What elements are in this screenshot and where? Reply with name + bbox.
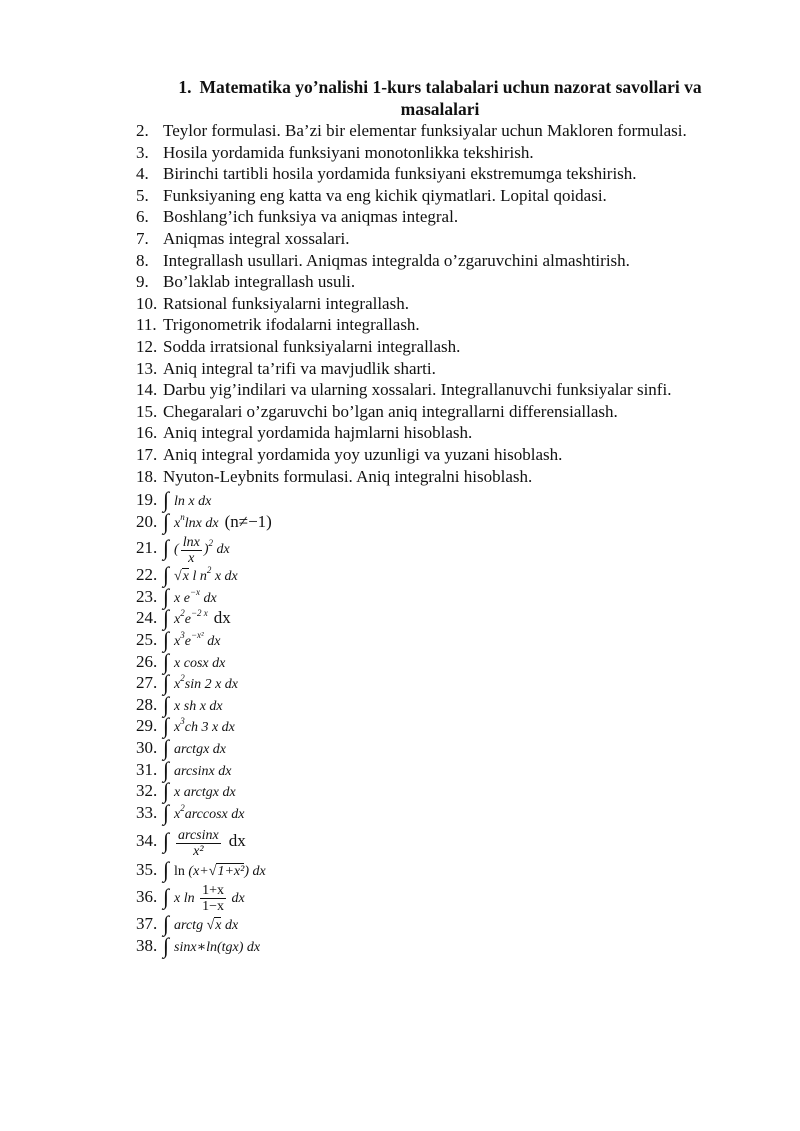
list-item — [136, 120, 776, 142]
list-item — [136, 206, 776, 228]
item-text: Hosila yordamida funksiyani monotonlikka tekshirish. — [163, 142, 534, 162]
item-number: 4. — [136, 164, 149, 184]
list-item — [136, 314, 776, 336]
integrand-part: x — [174, 806, 181, 822]
integral-sign: ∫ — [163, 911, 170, 936]
differential: dx — [252, 864, 266, 880]
integrand-part: x — [174, 634, 181, 650]
item-number: 9. — [136, 272, 149, 292]
integral-19 — [136, 487, 776, 513]
item-text: Bo’laklab integrallash usuli. — [163, 272, 356, 292]
integral-sign: ∫ — [163, 535, 170, 561]
list-item — [136, 466, 776, 488]
integral-21: 21. ∫ ( $\frac{\ln x}{x}$ )$^2$ dx — [136, 530, 776, 562]
fraction — [176, 828, 221, 859]
numerator: 1+x — [202, 883, 225, 899]
item-number: 32. — [136, 781, 158, 801]
item-number: 18. — [136, 466, 158, 486]
item-number: 6. — [136, 207, 149, 227]
integrand-part: x — [174, 677, 181, 693]
denominator: x² — [193, 843, 204, 859]
item-number: 36. — [136, 887, 158, 906]
differential: dx — [216, 542, 230, 558]
integrand: arcsinx dx — [174, 763, 232, 779]
exponent: 2 — [206, 565, 212, 576]
list-item — [136, 228, 776, 250]
list-item — [136, 163, 776, 185]
integral-34 — [136, 821, 776, 857]
integral-sign: ∫ — [163, 828, 170, 854]
integral-sign: ∫ — [163, 562, 170, 588]
list-item — [136, 185, 776, 207]
differential: dx — [203, 590, 217, 606]
integral-sign: ∫ — [163, 735, 170, 761]
numerator: arcsinx — [178, 827, 219, 843]
item-number: 34. — [136, 831, 158, 851]
integral-24 — [136, 605, 776, 631]
exponent: 3 — [180, 716, 185, 727]
item-number: 38. — [136, 935, 158, 955]
integral-sign: ∫ — [163, 627, 170, 653]
list-item — [136, 444, 776, 466]
item-number: 5. — [136, 185, 149, 205]
integral-32 — [136, 778, 776, 804]
integrand: arctgx dx — [174, 742, 226, 758]
list-item — [136, 271, 776, 293]
item-number: 17. — [136, 444, 158, 464]
integral-22: 22. ∫ √x l $n^2$ x dx — [136, 562, 238, 588]
exponent: 2 — [208, 538, 213, 549]
function-name: arctg — [174, 918, 204, 933]
item-text: Trigonometrik ifodalarni integrallash. — [163, 315, 420, 335]
integral-sign: ∫ — [163, 932, 170, 958]
item-text: Darbu yig’indilari va ularning xossalari. Integrallanuvchi funksiyalar sinfi. — [163, 380, 672, 400]
item-number: 33. — [136, 802, 158, 822]
item-text: Boshlang’ich funksiya va aniqmas integral. — [163, 207, 459, 227]
list-item — [136, 336, 776, 358]
item-number: 29. — [136, 716, 158, 736]
item-number: 19. — [136, 490, 158, 510]
item-number: 15. — [136, 401, 158, 421]
integrand-rest: x dx — [214, 569, 238, 585]
integrand-base: x — [174, 515, 181, 531]
integral-33 — [136, 799, 776, 825]
page-title — [150, 76, 730, 120]
item-number: 20. — [136, 511, 158, 531]
integral-sign: ∫ — [163, 778, 170, 804]
integral-36 — [136, 879, 776, 915]
item-text: Aniq integral yordamida hajmlarni hisoblash. — [163, 423, 473, 443]
integral-sign: ∫ — [163, 884, 170, 909]
list-item — [136, 142, 776, 164]
integral-35: 35. ∫ ln (x+√1+x²) dx — [136, 857, 266, 883]
integral-27 — [136, 670, 776, 696]
integral-sign: ∫ — [163, 756, 170, 782]
exponent: 2 — [180, 673, 185, 684]
item-number: 16. — [136, 423, 158, 443]
denominator: 1−x — [202, 899, 225, 915]
list-item — [136, 401, 776, 423]
item-text: Chegaralari o’zgaruvchi bo’lgan aniq integrallarni differensiallash. — [163, 401, 618, 421]
condition: (n≠−1) — [224, 511, 272, 531]
integrand-rest: ch 3 x dx — [184, 720, 235, 736]
integrand-part: x — [174, 612, 181, 628]
item-number: 26. — [136, 651, 158, 671]
integrand-part: l n — [192, 569, 207, 585]
item-number: 10. — [136, 293, 158, 313]
integral-sign: ∫ — [163, 670, 170, 696]
title-number: 1. — [178, 77, 192, 97]
integrand-rest: sin 2 x dx — [184, 677, 239, 693]
exponent: −x² — [190, 630, 204, 641]
fraction — [200, 883, 226, 914]
integral-25 — [136, 627, 776, 653]
integrand-part: x+ — [193, 864, 209, 880]
item-text: Sodda irratsional funksiyalarni integrallash. — [163, 336, 461, 356]
integral-20 — [136, 508, 776, 534]
integrand: ln x dx — [174, 494, 212, 510]
integral-29 — [136, 713, 776, 739]
integral-sign: ∫ — [163, 648, 170, 674]
integral-sign: ∫ — [163, 605, 170, 631]
exponent: 2 — [180, 608, 185, 619]
fraction — [181, 535, 202, 566]
item-number: 27. — [136, 673, 158, 693]
integrand-part: e — [184, 634, 191, 650]
item-number: 13. — [136, 358, 158, 378]
item-text: Nyuton-Leybnits formulasi. Aniq integralni hisoblash. — [163, 466, 533, 486]
list-item — [136, 250, 776, 272]
list-item — [136, 379, 776, 401]
exponent: 2 — [180, 802, 185, 813]
numerator: lnx — [182, 534, 200, 550]
item-number: 31. — [136, 759, 158, 779]
denominator: x — [188, 550, 195, 566]
exponent: −2 x — [190, 608, 208, 619]
item-number: 37. — [136, 914, 158, 933]
integrand: x sh x dx — [174, 698, 223, 714]
exponent: −x — [189, 586, 201, 597]
integrand-part: e — [184, 612, 191, 628]
radicand: 1+x² — [217, 864, 245, 880]
integral-sign: ∫ — [163, 691, 170, 717]
integrand-part: x ln — [174, 891, 195, 906]
integral-31 — [136, 756, 776, 782]
integral-sign: ∫ — [163, 583, 170, 609]
radicand: x — [182, 569, 189, 585]
question-list — [136, 120, 776, 958]
list-item — [136, 358, 776, 380]
item-text: Integrallash usullari. Aniqmas integralda o’zgaruvchini almashtirish. — [163, 250, 630, 270]
item-number: 8. — [136, 250, 149, 270]
item-number: 3. — [136, 142, 149, 162]
item-number: 14. — [136, 380, 158, 400]
integrand-part: x e — [174, 590, 190, 606]
exponent: n — [180, 511, 185, 522]
item-number: 23. — [136, 586, 158, 606]
differential: dx — [213, 608, 231, 628]
title-text: Matematika yo’nalishi 1-kurs talabalari uchun nazorat savollari va masalalari — [199, 77, 702, 119]
integral-sign: ∫ — [163, 857, 170, 883]
differential: dx — [228, 831, 246, 851]
integrand: x arctgx dx — [174, 785, 236, 801]
item-text: Birinchi tartibli hosila yordamida funksiyani ekstremumga tekshirish. — [163, 164, 637, 184]
item-text: Aniqmas integral xossalari. — [163, 228, 350, 248]
item-number: 35. — [136, 860, 158, 880]
integral-38 — [136, 932, 776, 958]
item-number: 22. — [136, 565, 158, 585]
item-number: 11. — [136, 315, 157, 335]
item-text: Aniq integral yordamida yoy uzunligi va yuzani hisoblash. — [163, 444, 563, 464]
integral-37: 37. ∫ arctg √x dx — [136, 911, 239, 936]
item-number: 2. — [136, 121, 149, 140]
item-number: 30. — [136, 738, 158, 758]
integral-sign: ∫ — [163, 713, 170, 739]
item-number: 7. — [136, 228, 149, 248]
integral-sign: ∫ — [163, 799, 170, 825]
integrand: sinx∗ln(tgx) dx — [174, 939, 261, 955]
item-number: 12. — [136, 336, 158, 356]
item-number: 21. — [136, 538, 158, 558]
integrand-rest: arccosx dx — [184, 806, 245, 822]
differential: dx — [231, 891, 245, 906]
integrand-rest: lnx dx — [184, 515, 219, 531]
item-text: Teylor formulasi. Ba’zi bir elementar funksiyalar uchun Makloren formulasi. — [163, 121, 687, 140]
item-text: Ratsional funksiyalarni integrallash. — [163, 293, 409, 313]
integrand-part: x — [174, 720, 181, 736]
function-name: ln — [174, 864, 185, 880]
item-number: 28. — [136, 694, 158, 714]
item-text: Aniq integral ta’rifi va mavjudlik sharti. — [163, 358, 436, 378]
integral-sign: ∫ — [163, 487, 170, 513]
integrand: x cosx dx — [174, 655, 226, 671]
item-number: 24. — [136, 608, 158, 628]
differential: dx — [224, 918, 239, 933]
integral-sign: ∫ — [163, 508, 170, 534]
item-text: Funksiyaning eng katta va eng kichik qiymatlari. Lopital qoidasi. — [163, 185, 607, 205]
list-item — [136, 293, 776, 315]
radicand: x — [215, 918, 222, 933]
differential: dx — [207, 634, 221, 650]
exponent: 3 — [180, 630, 185, 641]
list-item — [136, 422, 776, 444]
item-number: 25. — [136, 630, 158, 650]
integral-26 — [136, 648, 776, 674]
